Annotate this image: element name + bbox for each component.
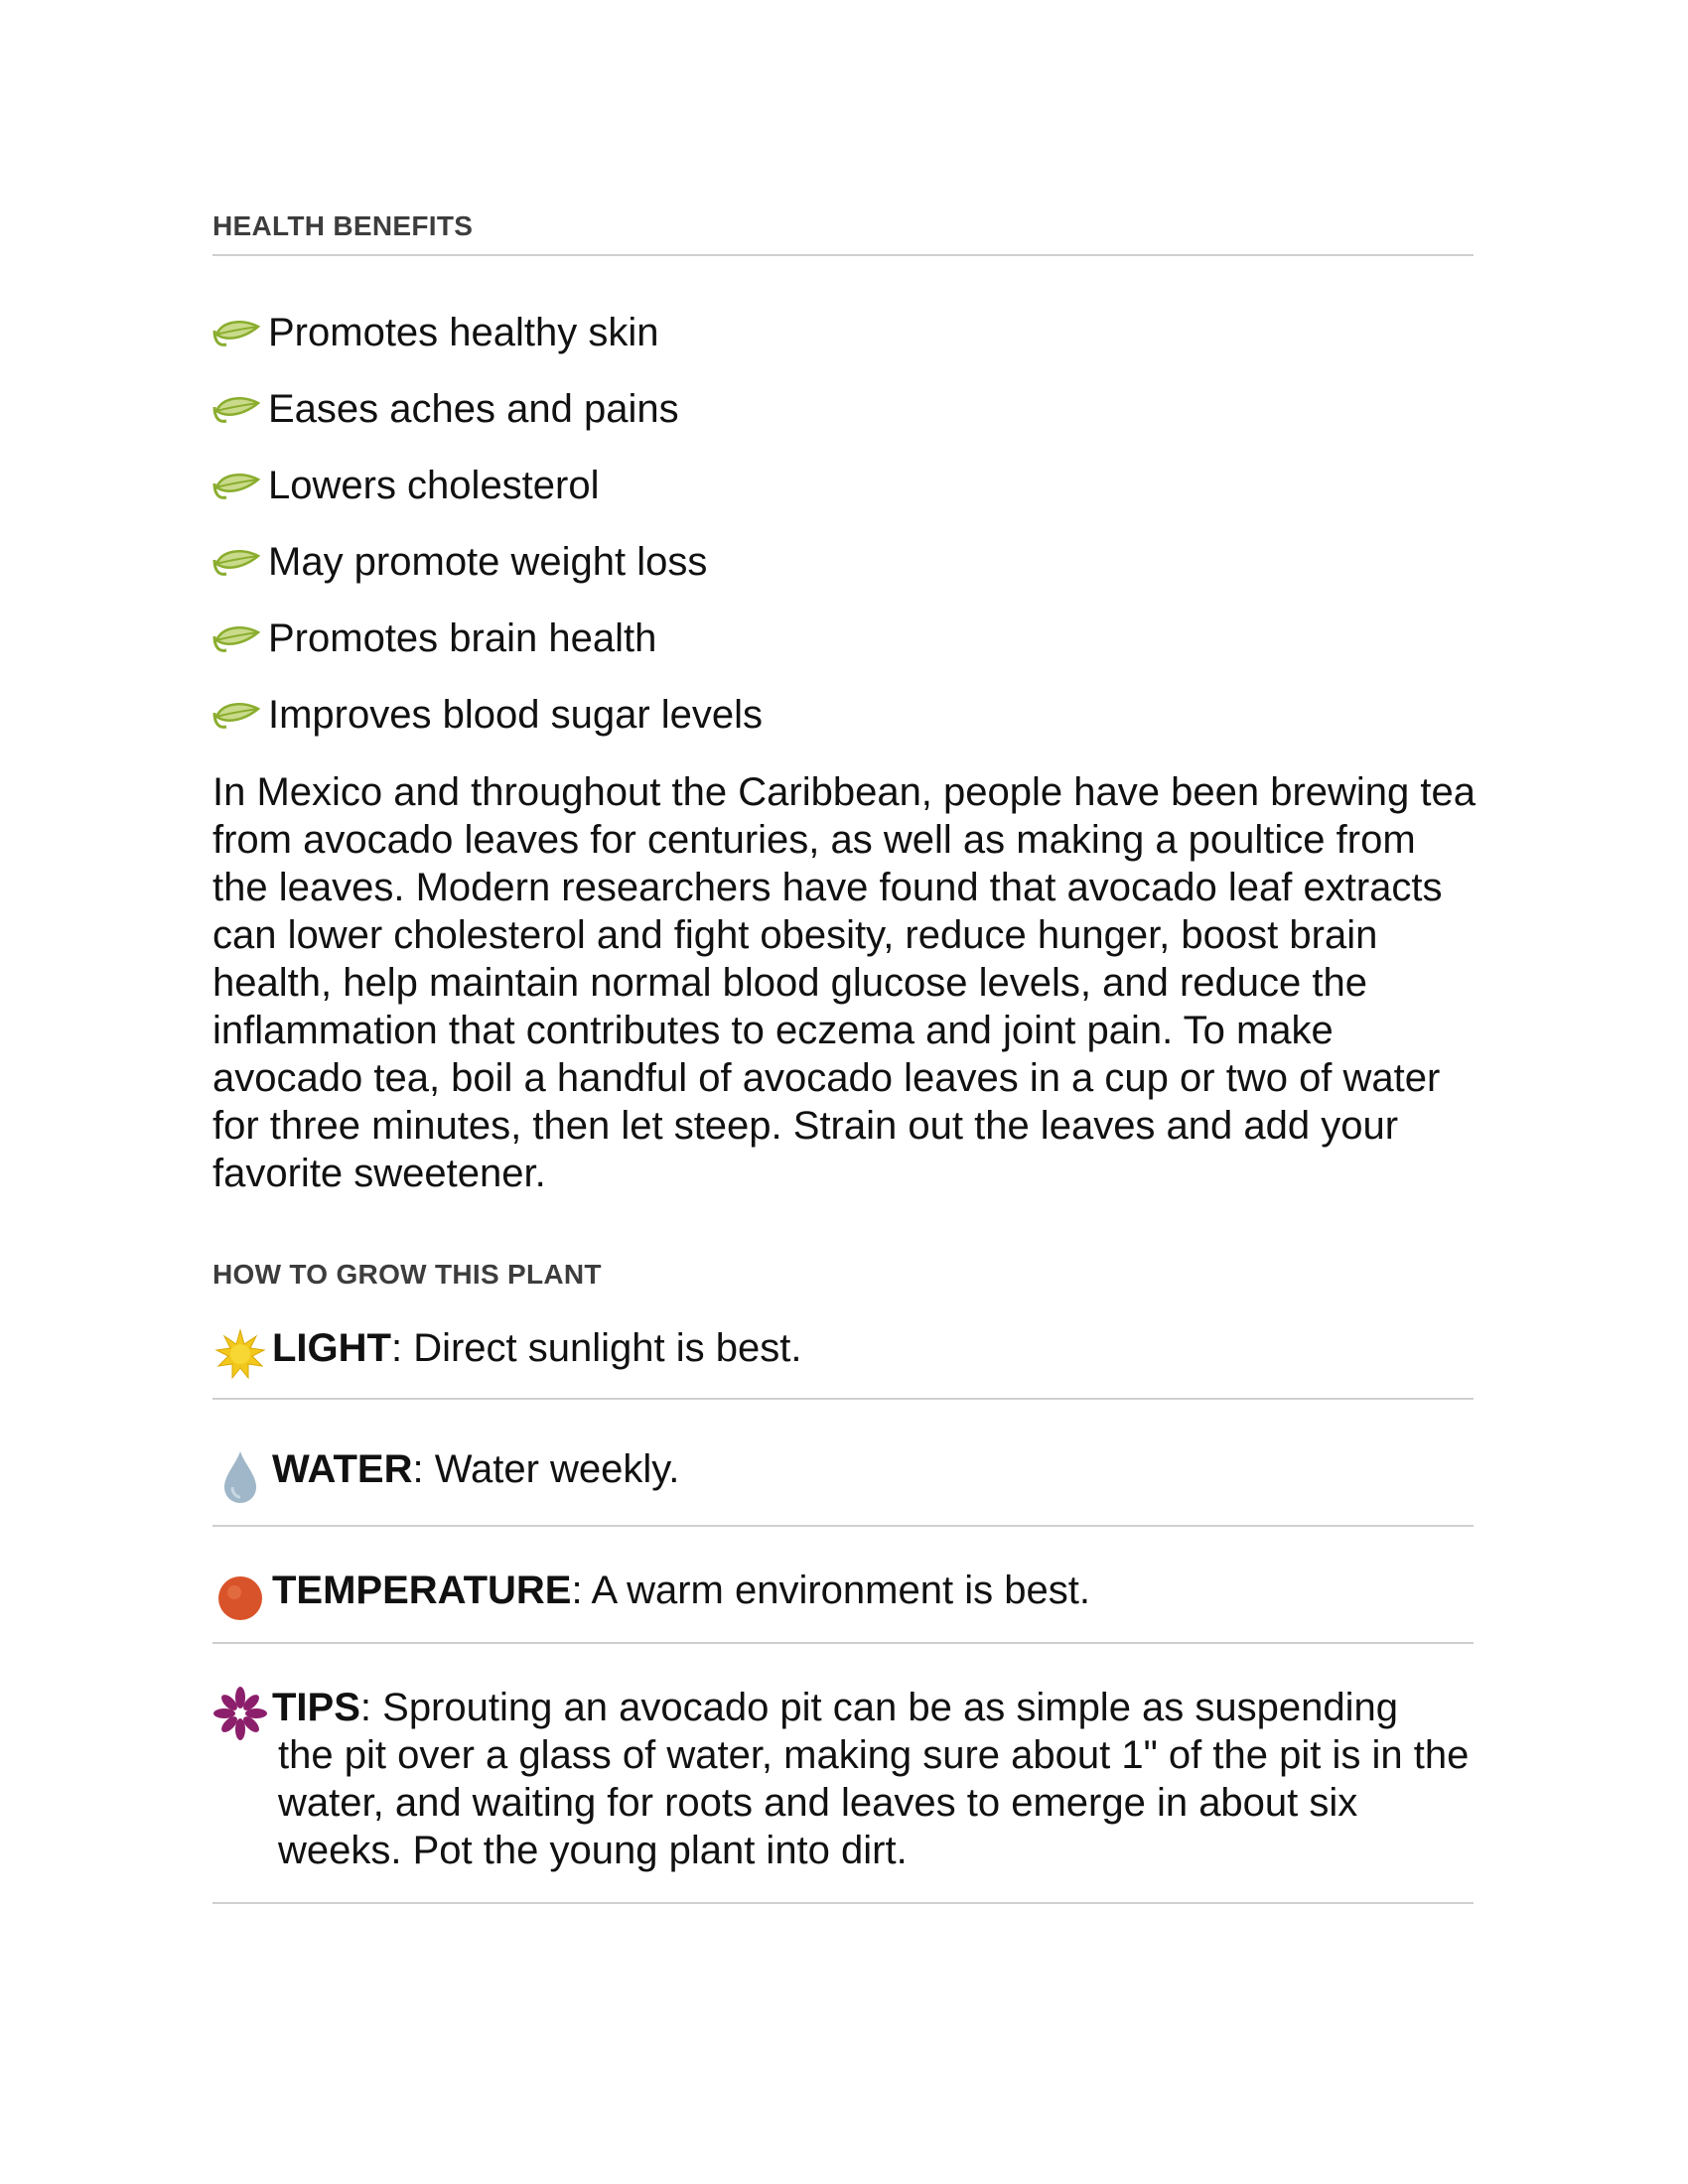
leaf-icon	[212, 313, 264, 352]
benefit-item	[212, 523, 763, 600]
divider	[212, 1525, 1474, 1527]
flower-icon	[212, 1686, 268, 1741]
tips-description-start: : Sprouting an avocado pit can be as simple as suspending	[359, 1686, 1399, 1729]
how-to-grow-heading: HOW TO GROW THIS PLANT	[212, 1259, 602, 1290]
benefit-item	[212, 676, 763, 752]
leaf-icon	[212, 542, 264, 582]
benefit-item	[212, 600, 763, 676]
leaf-icon	[212, 466, 264, 505]
water-drop-icon	[212, 1443, 268, 1507]
divider	[212, 1398, 1474, 1400]
benefit-text: Improves blood sugar levels	[268, 692, 764, 737]
grow-light-row	[212, 1324, 1474, 1382]
temperature-label: TEMPERATURE	[272, 1569, 572, 1612]
sun-icon	[212, 1326, 268, 1382]
health-benefits-heading: HEALTH BENEFITS	[212, 210, 474, 241]
benefit-text: Eases aches and pains	[268, 386, 679, 431]
light-description: : Direct sunlight is best.	[390, 1326, 802, 1370]
light-label: LIGHT	[272, 1326, 391, 1370]
water-description: : Water weekly.	[412, 1447, 680, 1491]
water-text	[272, 1445, 679, 1493]
leaf-icon	[212, 695, 264, 735]
benefit-item	[212, 294, 763, 370]
tips-description-rest: the pit over a glass of water, making sure about 1" of the pit is in the water, and waiting for roots and leaves to emerge in about six weeks. Pot the young plant into dirt.	[278, 1733, 1470, 1872]
intro-paragraph: In Mexico and throughout the Caribbean, people have been brewing tea from avocado leaves for centuries, as well as making a poultice from the leaves. Modern researchers have found that avocado leaf extracts can lower cholesterol and fight obesity, reduce hunger, boost brain health, help maintain normal blood glucose levels, and reduce the inflammation that contributes to eczema and joint pain. To make avocado tea, boil a handful of avocado leaves in a cup or two of water for three minutes, then let steep. Strain out the leaves and add your favorite sweetener.	[212, 770, 1477, 1195]
temperature-icon	[212, 1569, 268, 1624]
divider	[212, 1642, 1474, 1644]
grow-water-row	[212, 1443, 1474, 1507]
temperature-description: : A warm environment is best.	[571, 1569, 1090, 1612]
benefit-text: Lowers cholesterol	[268, 463, 600, 507]
water-label: WATER	[272, 1447, 413, 1491]
benefit-item	[212, 447, 763, 523]
tips-first-line	[272, 1684, 1474, 1731]
temperature-text	[272, 1567, 1090, 1614]
divider	[212, 254, 1474, 256]
benefits-list	[212, 294, 763, 752]
grow-temperature-row	[212, 1567, 1474, 1624]
tips-label: TIPS	[272, 1686, 360, 1729]
grow-tips-row	[212, 1684, 1474, 1874]
benefit-text: Promotes brain health	[268, 615, 657, 660]
benefit-text: Promotes healthy skin	[268, 310, 659, 354]
benefit-text: May promote weight loss	[268, 539, 708, 584]
divider	[212, 1902, 1474, 1904]
leaf-icon	[212, 389, 264, 429]
tips-text	[272, 1684, 1474, 1874]
benefit-item	[212, 370, 763, 447]
light-text	[272, 1324, 801, 1372]
leaf-icon	[212, 618, 264, 658]
